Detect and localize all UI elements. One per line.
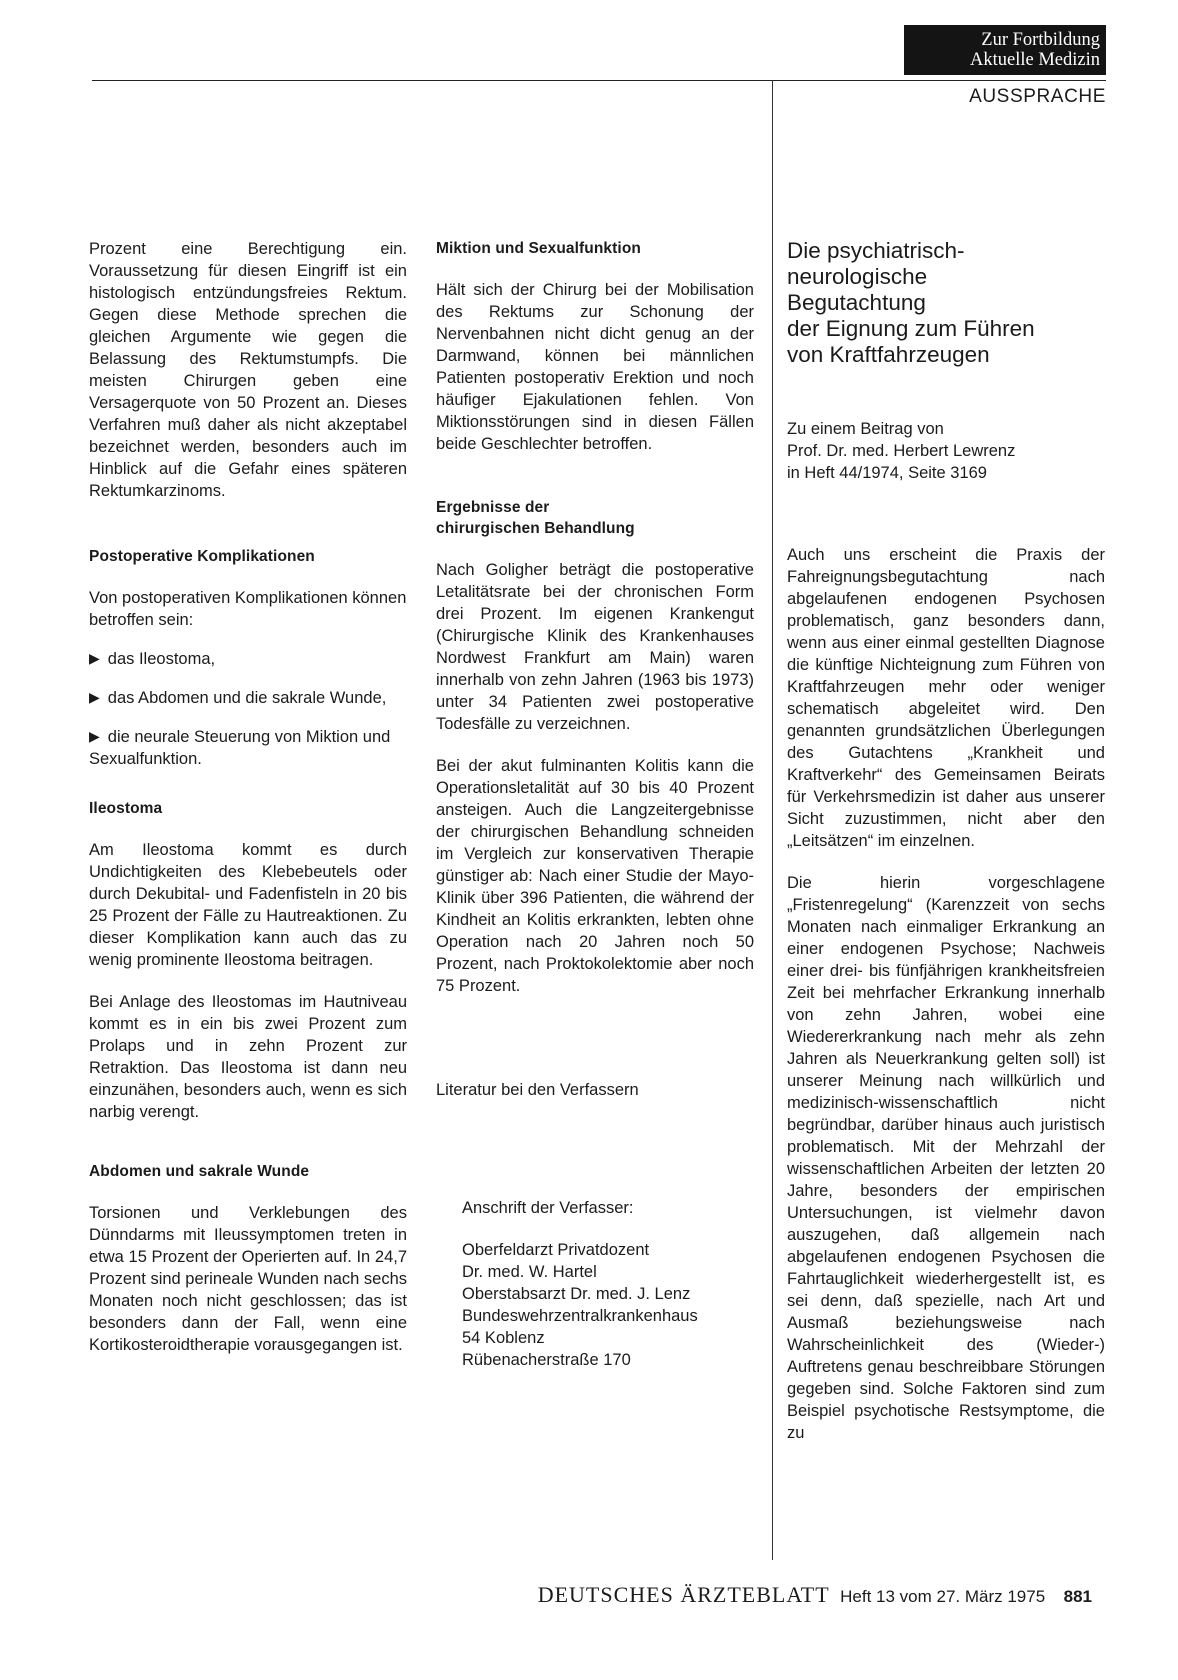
address-line: Dr. med. W. Hartel	[462, 1263, 597, 1281]
triangle-bullet-icon: ▶	[89, 650, 100, 666]
header-badge-line1: Zur Fortbildung	[981, 30, 1100, 50]
abdomen-paragraph: Torsionen und Verklebungen des Dünndarms mit Ileussymptomen treten in etwa 15 Prozent der Operierten auf. In 24,7 Prozent sind perineale Wunden nach sechs Monaten noch nicht geschlossen; das ist besonders dann der Fall, wenn eine Kortikosteroidtherapie vorausgegangen ist.	[89, 1204, 407, 1354]
address-line: Rübenacherstraße 170	[462, 1351, 631, 1369]
literature-note: Literatur bei den Verfassern	[436, 1081, 639, 1099]
triangle-bullet-icon: ▶	[89, 689, 100, 705]
list-item: ▶ das Ileostoma,	[89, 647, 407, 670]
list-item: ▶ die neurale Steuerung von Miktion und Sexualfunktion.	[89, 725, 407, 770]
column-left	[89, 238, 407, 1356]
postop-paragraph: Von postoperativen Komplikationen können betroffen sein:	[89, 589, 407, 629]
section-label: AUSSPRACHE	[969, 86, 1106, 107]
heading-ileostoma: Ileostoma	[89, 800, 163, 817]
page-number: 881	[1063, 1587, 1092, 1606]
reference-line: Zu einem Beitrag von	[787, 420, 944, 438]
column-divider	[772, 80, 773, 1560]
address-line: Oberfeldarzt Privatdozent	[462, 1241, 650, 1259]
address-label: Anschrift der Verfasser:	[462, 1199, 634, 1217]
ileostoma-paragraph-2: Bei Anlage des Ileostomas im Hautniveau kommt es in ein bis zwei Prozent zum Prolaps und in zehn Prozent zur Retraktion. Das Ileostoma ist dann neu einzunähen, besonders auch, wenn es sich narbig verengt.	[89, 993, 407, 1121]
journal-name: DEUTSCHES ÄRZTEBLATT	[537, 1582, 830, 1607]
intro-paragraph: Prozent eine Berechtigung ein. Voraussetzung für diesen Eingriff ist ein histologisch entzündungsfreies Rektum. Gegen diese Methode sprechen die gleichen Argumente wie gegen die Belassung des Rektumstumpfs. Die meisten Chirurgen geben eine Versagerquote von 50 Prozent an. Dieses Verfahren muß daher als nicht akzeptabel bezeichnet werden, besonders auch im Hinblick auf die Gefahr eines späteren Rektumkarzinoms.	[89, 240, 407, 500]
address-line: Oberstabsarzt Dr. med. J. Lenz	[462, 1285, 691, 1303]
ergebnisse-paragraph-2: Bei der akut fulminanten Kolitis kann die Operationsletalität auf 30 bis 40 Prozent ansteigen. Auch die Langzeitergebnisse der chirurgischen Behandlung schneiden im Vergleich zur konservativen Therapie günstiger ab: Nach einer Studie der Mayo-Klinik über 396 Patienten, die während der Kindheit an Kolitis erkrankten, lebten ohne Operation nach 20 Jahren noch 50 Prozent, nach Proktokolektomie aber noch 75 Prozent.	[436, 757, 754, 995]
header-badge	[904, 25, 1106, 75]
list-item: ▶ das Abdomen und die sakrale Wunde,	[89, 686, 407, 709]
article-reference	[787, 418, 1105, 484]
ileostoma-paragraph-1: Am Ileostoma kommt es durch Undichtigkeiten des Klebebeutels oder durch Dekubital- und Fadenfisteln in 20 bis 25 Prozent der Fälle zu Hautreaktionen. Zu dieser Komplikation kann auch das zu wenig prominente Ileostoma beitragen.	[89, 841, 407, 969]
author-address	[462, 1197, 754, 1371]
page-footer	[0, 1582, 1092, 1608]
address-line: Bundeswehrzentralkrankenhaus	[462, 1307, 698, 1325]
header-rule	[92, 80, 1106, 81]
issue-info: Heft 13 vom 27. März 1975	[840, 1587, 1046, 1606]
heading-miktion: Miktion und Sexualfunktion	[436, 240, 641, 257]
heading-postoperative: Postoperative Komplikationen	[89, 548, 315, 565]
address-line: 54 Koblenz	[462, 1329, 545, 1347]
reference-line: in Heft 44/1974, Seite 3169	[787, 464, 987, 482]
heading-ergebnisse-line1: Ergebnisse der	[436, 499, 550, 516]
ergebnisse-paragraph-1: Nach Goligher beträgt die postoperative Letalitätsrate bei der chronischen Form drei Prozent. Im eigenen Krankengut (Chirurgische Klinik des Krankenhauses Nordwest Frankfurt am Main) waren innerhalb von zehn Jahren (1963 bis 1973) unter 34 Patienten zwei postoperative Todesfälle zu verzeichnen.	[436, 561, 754, 733]
column-right	[787, 238, 1105, 1444]
header-badge-line2: Aktuelle Medizin	[970, 50, 1100, 70]
heading-ergebnisse-line2: chirurgischen Behandlung	[436, 520, 635, 537]
body-paragraph-2: Die hierin vorgeschlagene „Fristenregelung“ (Karenzzeit von sechs Monaten nach einmaliger Erkrankung an einer endogenen Psychose; Nachweis einer drei- bis fünfjährigen krankheitsfreien Zeit bei mehrfacher Erkrankung innerhalb von zehn Jahren, wobei eine Wiedererkrankung nach mehr als zehn Jahren als Neuerkrankung gelten soll) ist unserer Meinung nach willkürlich und medizinisch-wissenschaftlich nicht begründbar, darüber hinaus auch juristisch problematisch. Mit der Mehrzahl der wissenschaftlichen Arbeiten der letzten 20 Jahre, besonders der empirischen Untersuchungen, ist vielmehr davon auszugehen, daß allgemein nach abgelaufenen endogenen Psychosen die Fahrtauglichkeit wiederhergestellt ist, es sei denn, daß spezielle, nach Art und Ausmaß beziehungsweise nach Wahrscheinlichkeit des (Wieder-) Auftretens genau beschreibbare Störungen gegeben sind. Solche Faktoren sind zum Beispiel psychotische Restsymptome, die zu	[787, 874, 1105, 1442]
triangle-bullet-icon: ▶	[89, 728, 100, 744]
reference-line: Prof. Dr. med. Herbert Lewrenz	[787, 442, 1016, 460]
column-middle	[436, 238, 754, 1371]
article-title: Die psychiatrisch- neurologische Begutachtung der Eignung zum Führen von Kraftfahrzeugen	[787, 238, 1035, 367]
body-paragraph-1: Auch uns erscheint die Praxis der Fahreignungsbegutachtung nach abgelaufenen endogenen Psychosen problematisch, ganz besonders dann, wenn aus einer einmal gestellten Diagnose die künftige Nichteignung zum Führen von Kraftfahrzeugen mehr oder weniger schematisch abgeleitet wird. Den genannten grundsätzlichen Überlegungen des Gutachtens „Krankheit und Kraftverkehr“ des Gemeinsamen Beirats für Verkehrsmedizin ist daher aus unserer Sicht zuzustimmen, nicht aber den „Leitsätzen“ im einzelnen.	[787, 546, 1105, 850]
heading-abdomen: Abdomen und sakrale Wunde	[89, 1163, 310, 1180]
miktion-paragraph: Hält sich der Chirurg bei der Mobilisation des Rektums zur Schonung der Nervenbahnen nicht dicht genug an der Darmwand, können bei männlichen Patienten postoperativ Erektion und noch häufiger Ejakulationen fehlen. Von Miktionsstörungen sind in diesen Fällen beide Geschlechter betroffen.	[436, 281, 754, 453]
